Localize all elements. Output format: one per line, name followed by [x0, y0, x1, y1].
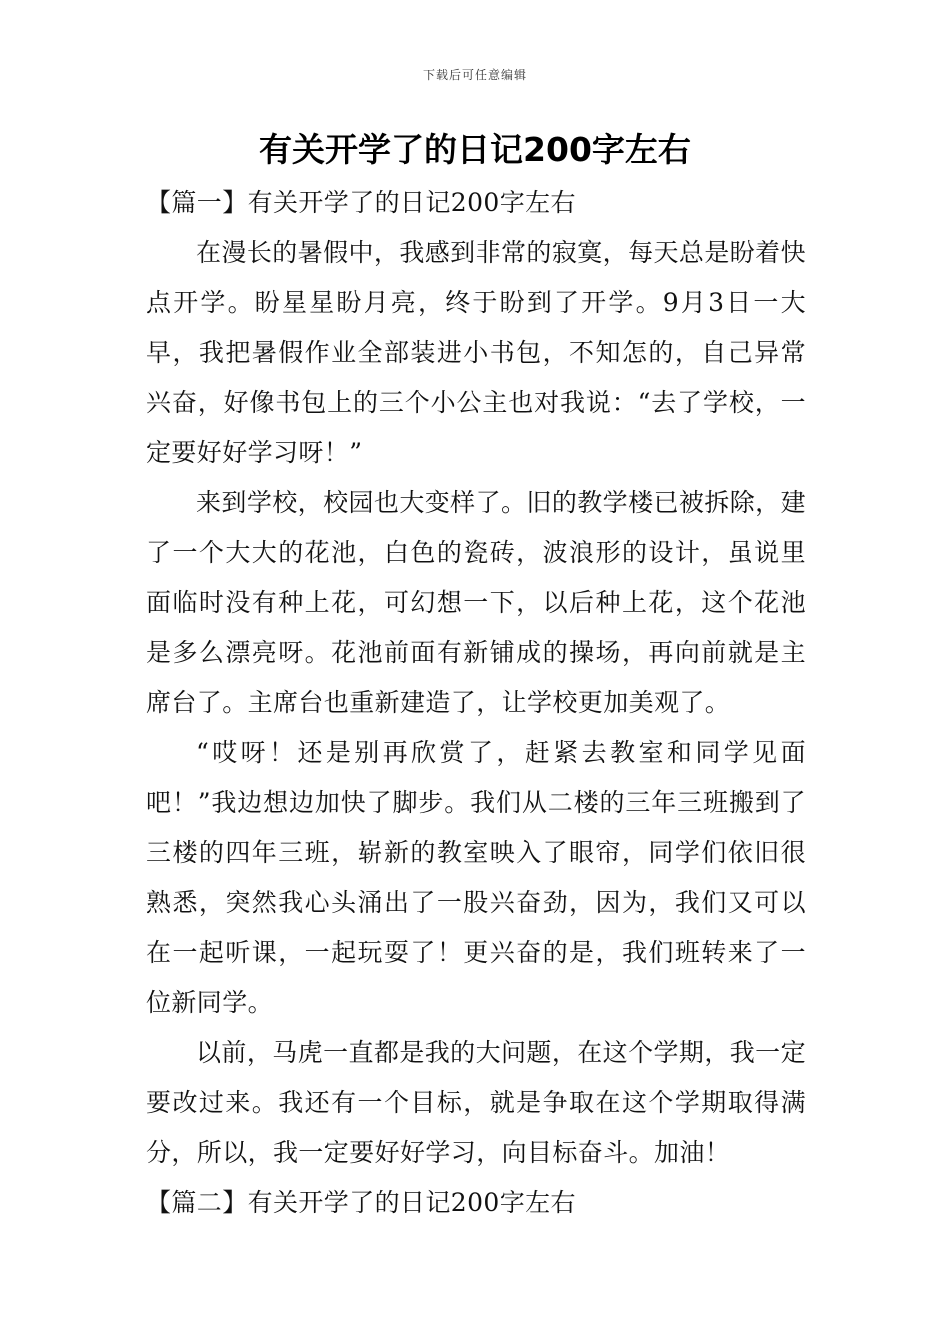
section-heading-1: 【篇一】有关开学了的日记200字左右: [146, 188, 576, 217]
paragraph-3: “哎呀！还是别再欣赏了，赶紧去教室和同学见面吧！”我边想边加快了脚步。我们从二楼的三年三班搬到了三楼的四年三班，崭新的教室映入了眼帘，同学们依旧很熟悉，突然我心头涌出了一股兴奋劲，因为，我们又可以在一起听课，一起玩耍了！更兴奋的是，我们班转来了一位新同学。: [146, 738, 806, 1017]
paragraph-1: 在漫长的暑假中，我感到非常的寂寞，每天总是盼着快点开学。盼星星盼月亮，终于盼到了开学。9月3日一大早，我把暑假作业全部装进小书包，不知怎的，自己异常兴奋，好像书包上的三个小公主也对我说：“去了学校，一定要好好学习呀！”: [146, 238, 806, 467]
paragraph-4: 以前，马虎一直都是我的大问题，在这个学期，我一定要改过来。我还有一个目标，就是争取在这个学期取得满分，所以，我一定要好好学习，向目标奋斗。加油！: [146, 1038, 806, 1167]
document-body: [146, 178, 806, 1228]
header-note: 下载后可任意编辑: [422, 68, 527, 82]
section-heading-2: 【篇二】有关开学了的日记200字左右: [146, 1188, 576, 1217]
paragraph-2: 来到学校，校园也大变样了。旧的教学楼已被拆除，建了一个大大的花池，白色的瓷砖，波浪形的设计，虽说里面临时没有种上花，可幻想一下，以后种上花，这个花池是多么漂亮呀。花池前面有新铺成的操场，再向前就是主席台了。主席台也重新建造了，让学校更加美观了。: [146, 488, 806, 717]
document-title: 有关开学了的日记200字左右: [259, 130, 691, 169]
